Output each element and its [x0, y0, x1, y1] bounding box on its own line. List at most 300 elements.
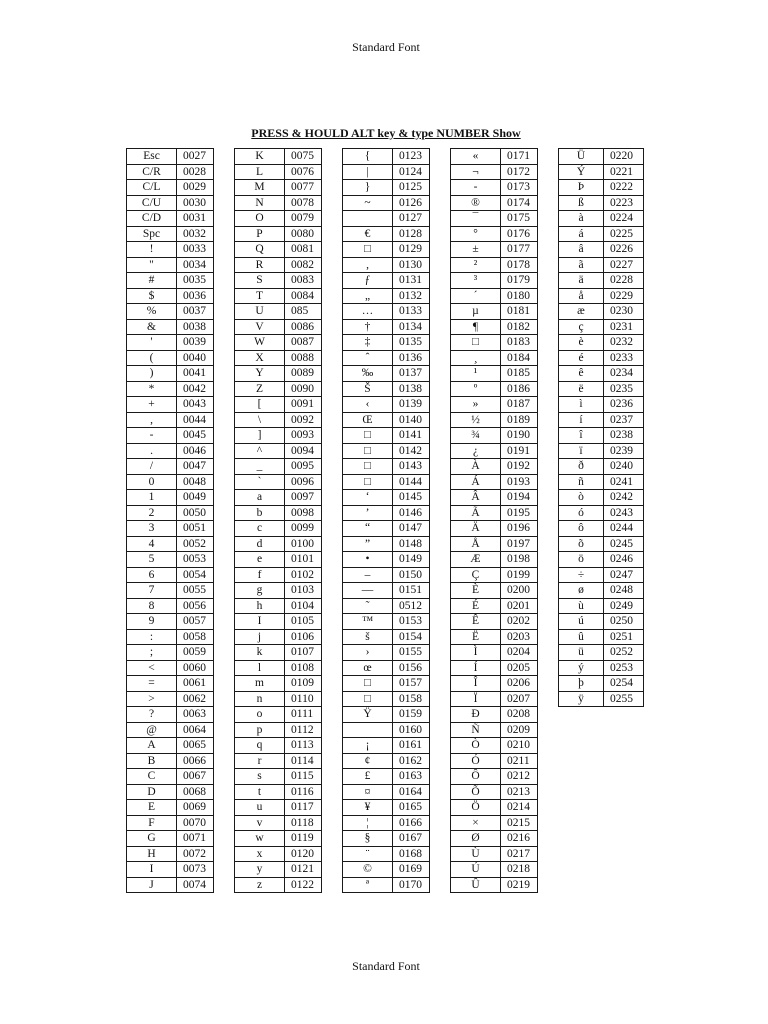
alt-code-cell: 0175 — [501, 211, 538, 227]
character-cell: E — [127, 800, 177, 816]
character-cell: á — [559, 226, 604, 242]
alt-code-table-3 — [342, 148, 430, 893]
alt-code-cell: 0211 — [501, 753, 538, 769]
alt-code-cell: 0100 — [285, 536, 322, 552]
alt-code-cell: 0097 — [285, 490, 322, 506]
alt-code-cell: 0117 — [285, 800, 322, 816]
alt-code-cell: 0133 — [393, 304, 430, 320]
alt-code-cell: 0178 — [501, 257, 538, 273]
table-row — [235, 583, 322, 599]
character-cell: ü — [559, 645, 604, 661]
alt-code-cell: 0082 — [285, 257, 322, 273]
alt-code-cell: 0142 — [393, 443, 430, 459]
character-cell: õ — [559, 536, 604, 552]
table-row — [235, 459, 322, 475]
character-cell: d — [235, 536, 285, 552]
alt-code-cell: 0114 — [285, 753, 322, 769]
character-cell: ^ — [235, 443, 285, 459]
character-cell: … — [343, 304, 393, 320]
alt-code-cell: 0231 — [604, 319, 644, 335]
table-row — [127, 474, 214, 490]
table-row — [451, 149, 538, 165]
table-row — [559, 629, 644, 645]
character-cell: ´ — [451, 288, 501, 304]
alt-code-cell: 0194 — [501, 490, 538, 506]
table-row — [451, 815, 538, 831]
table-row — [451, 784, 538, 800]
character-cell: ~ — [343, 195, 393, 211]
character-cell: A — [127, 738, 177, 754]
character-cell: ÷ — [559, 567, 604, 583]
character-cell: ² — [451, 257, 501, 273]
alt-code-cell: 0074 — [177, 877, 214, 893]
table-row — [235, 552, 322, 568]
alt-code-cell: 0049 — [177, 490, 214, 506]
character-cell: ¾ — [451, 428, 501, 444]
alt-code-cell: 0234 — [604, 366, 644, 382]
table-row — [235, 381, 322, 397]
character-cell: m — [235, 676, 285, 692]
character-cell: ˆ — [343, 350, 393, 366]
character-cell: ë — [559, 381, 604, 397]
character-cell: k — [235, 645, 285, 661]
character-cell: c — [235, 521, 285, 537]
table-row — [451, 350, 538, 366]
table-row — [451, 846, 538, 862]
table-row — [127, 149, 214, 165]
alt-code-cell: 0144 — [393, 474, 430, 490]
table-row — [559, 226, 644, 242]
character-cell: O — [235, 211, 285, 227]
character-cell: ' — [127, 335, 177, 351]
table-row — [127, 521, 214, 537]
table-row — [127, 629, 214, 645]
alt-code-cell: 0059 — [177, 645, 214, 661]
table-row — [343, 800, 430, 816]
alt-code-cell: 0198 — [501, 552, 538, 568]
alt-code-cell: 0227 — [604, 257, 644, 273]
table-row — [559, 474, 644, 490]
table-row — [343, 769, 430, 785]
character-cell: Esc — [127, 149, 177, 165]
character-cell: ð — [559, 459, 604, 475]
table-row — [127, 335, 214, 351]
character-cell: Ì — [451, 645, 501, 661]
alt-code-cell: 0079 — [285, 211, 322, 227]
alt-code-cell: 0040 — [177, 350, 214, 366]
table-row — [451, 800, 538, 816]
character-cell: j — [235, 629, 285, 645]
alt-code-cell: 0245 — [604, 536, 644, 552]
character-cell: Ä — [451, 521, 501, 537]
table-row — [451, 521, 538, 537]
alt-code-cell: 0249 — [604, 598, 644, 614]
table-row — [451, 474, 538, 490]
table-row — [127, 784, 214, 800]
character-cell: J — [127, 877, 177, 893]
table-row — [127, 459, 214, 475]
table-row — [127, 397, 214, 413]
alt-code-cell: 0241 — [604, 474, 644, 490]
alt-code-cell: 0047 — [177, 459, 214, 475]
character-cell: ¤ — [343, 784, 393, 800]
character-cell: ° — [451, 226, 501, 242]
character-cell: î — [559, 428, 604, 444]
alt-code-cell: 0118 — [285, 815, 322, 831]
character-cell: % — [127, 304, 177, 320]
table-row — [235, 660, 322, 676]
character-cell: ¦ — [343, 815, 393, 831]
table-row — [127, 753, 214, 769]
alt-code-cell: 0206 — [501, 676, 538, 692]
alt-code-cell: 0161 — [393, 738, 430, 754]
alt-code-cell: 0210 — [501, 738, 538, 754]
character-cell: I — [235, 614, 285, 630]
table-row — [127, 769, 214, 785]
alt-code-cell: 0223 — [604, 195, 644, 211]
table-row — [559, 288, 644, 304]
alt-code-cell: 0056 — [177, 598, 214, 614]
character-cell: w — [235, 831, 285, 847]
table-row — [343, 583, 430, 599]
character-cell: □ — [343, 676, 393, 692]
alt-code-cell: 0191 — [501, 443, 538, 459]
table-row — [559, 273, 644, 289]
character-cell: b — [235, 505, 285, 521]
character-cell: z — [235, 877, 285, 893]
alt-code-cell: 0187 — [501, 397, 538, 413]
character-cell: € — [343, 226, 393, 242]
alt-code-cell: 0070 — [177, 815, 214, 831]
alt-code-cell: 0146 — [393, 505, 430, 521]
table-row — [343, 598, 430, 614]
alt-code-cell: 0190 — [501, 428, 538, 444]
table-row — [451, 567, 538, 583]
character-cell: W — [235, 335, 285, 351]
character-cell: à — [559, 211, 604, 227]
character-cell: ¸ — [451, 350, 501, 366]
alt-code-cell: 0229 — [604, 288, 644, 304]
character-cell: ` — [235, 474, 285, 490]
character-cell: o — [235, 707, 285, 723]
alt-code-cell: 0156 — [393, 660, 430, 676]
alt-code-cell: 0113 — [285, 738, 322, 754]
character-cell: x — [235, 846, 285, 862]
table-row — [343, 753, 430, 769]
alt-code-cell: 0034 — [177, 257, 214, 273]
alt-code-cell: 0138 — [393, 381, 430, 397]
character-cell: Ò — [451, 738, 501, 754]
character-cell: Ý — [559, 164, 604, 180]
character-cell: C — [127, 769, 177, 785]
alt-code-cell: 0098 — [285, 505, 322, 521]
alt-code-cell: 0147 — [393, 521, 430, 537]
alt-code-cell: 0230 — [604, 304, 644, 320]
character-cell: L — [235, 164, 285, 180]
character-cell: Œ — [343, 412, 393, 428]
alt-code-cell: 0141 — [393, 428, 430, 444]
alt-code-cell: 0163 — [393, 769, 430, 785]
alt-code-cell: 0088 — [285, 350, 322, 366]
character-cell: U — [235, 304, 285, 320]
table-row — [235, 428, 322, 444]
character-cell: › — [343, 645, 393, 661]
table-row — [235, 784, 322, 800]
character-cell: ¡ — [343, 738, 393, 754]
alt-code-cell: 0219 — [501, 877, 538, 893]
alt-code-cell: 0057 — [177, 614, 214, 630]
table-row — [235, 738, 322, 754]
alt-code-cell: 0184 — [501, 350, 538, 366]
character-cell: _ — [235, 459, 285, 475]
alt-code-cell: 0075 — [285, 149, 322, 165]
table-row — [343, 552, 430, 568]
alt-code-cell: 0089 — [285, 366, 322, 382]
alt-code-cell: 0224 — [604, 211, 644, 227]
table-row — [235, 226, 322, 242]
alt-code-cell: 0180 — [501, 288, 538, 304]
character-cell: " — [127, 257, 177, 273]
character-cell: Ù — [451, 846, 501, 862]
alt-code-cell: 0167 — [393, 831, 430, 847]
alt-code-cell: 0208 — [501, 707, 538, 723]
table-row — [451, 722, 538, 738]
table-row — [559, 319, 644, 335]
table-row — [343, 676, 430, 692]
alt-code-cell: 0221 — [604, 164, 644, 180]
table-row — [235, 877, 322, 893]
table-row — [235, 846, 322, 862]
character-cell: ‡ — [343, 335, 393, 351]
table-row — [559, 552, 644, 568]
table-row — [559, 536, 644, 552]
character-cell: Î — [451, 676, 501, 692]
alt-code-cell: 0037 — [177, 304, 214, 320]
character-cell: □ — [343, 428, 393, 444]
alt-code-cell: 0205 — [501, 660, 538, 676]
table-row — [127, 583, 214, 599]
character-cell: Ï — [451, 691, 501, 707]
alt-code-cell: 0237 — [604, 412, 644, 428]
table-row — [235, 598, 322, 614]
alt-code-cell: 0086 — [285, 319, 322, 335]
character-cell: 9 — [127, 614, 177, 630]
alt-code-cell: 0067 — [177, 769, 214, 785]
character-cell: 6 — [127, 567, 177, 583]
alt-code-cell: 0242 — [604, 490, 644, 506]
alt-code-cell: 0048 — [177, 474, 214, 490]
table-row — [559, 164, 644, 180]
table-row — [235, 397, 322, 413]
character-cell: Å — [451, 536, 501, 552]
character-cell: 1 — [127, 490, 177, 506]
character-cell: y — [235, 862, 285, 878]
alt-code-cell: 0094 — [285, 443, 322, 459]
table-row — [127, 660, 214, 676]
table-row — [235, 180, 322, 196]
character-cell: « — [451, 149, 501, 165]
alt-code-cell: 0055 — [177, 583, 214, 599]
alt-code-cell: 0130 — [393, 257, 430, 273]
table-row — [343, 350, 430, 366]
alt-code-cell: 0216 — [501, 831, 538, 847]
character-cell: r — [235, 753, 285, 769]
table-row — [559, 304, 644, 320]
table-row — [343, 428, 430, 444]
table-row — [127, 273, 214, 289]
alt-code-cell: 0218 — [501, 862, 538, 878]
character-cell: â — [559, 242, 604, 258]
alt-code-cell: 085 — [285, 304, 322, 320]
table-row — [559, 490, 644, 506]
character-cell: £ — [343, 769, 393, 785]
character-cell: Ñ — [451, 722, 501, 738]
character-cell: Æ — [451, 552, 501, 568]
alt-code-cell: 0033 — [177, 242, 214, 258]
table-row — [235, 350, 322, 366]
table-row — [451, 598, 538, 614]
alt-code-cell: 0228 — [604, 273, 644, 289]
character-cell: 8 — [127, 598, 177, 614]
character-cell: □ — [343, 691, 393, 707]
alt-code-cell: 0139 — [393, 397, 430, 413]
character-cell: - — [127, 428, 177, 444]
character-cell: í — [559, 412, 604, 428]
table-row — [235, 614, 322, 630]
character-cell: R — [235, 257, 285, 273]
table-row — [559, 412, 644, 428]
table-row — [343, 831, 430, 847]
table-row — [343, 257, 430, 273]
character-cell: / — [127, 459, 177, 475]
character-cell — [343, 211, 393, 227]
character-cell: q — [235, 738, 285, 754]
table-row — [235, 288, 322, 304]
alt-code-cell: 0099 — [285, 521, 322, 537]
table-row — [451, 490, 538, 506]
character-cell: ¹ — [451, 366, 501, 382]
character-cell: 4 — [127, 536, 177, 552]
table-row — [343, 273, 430, 289]
alt-code-cell: 0080 — [285, 226, 322, 242]
alt-code-cell: 0192 — [501, 459, 538, 475]
table-row — [235, 536, 322, 552]
alt-code-cell: 0158 — [393, 691, 430, 707]
alt-code-cell: 0083 — [285, 273, 322, 289]
alt-code-cell: 0214 — [501, 800, 538, 816]
alt-code-cell: 0121 — [285, 862, 322, 878]
table-row — [451, 614, 538, 630]
character-cell: ñ — [559, 474, 604, 490]
table-row — [343, 862, 430, 878]
character-cell: ù — [559, 598, 604, 614]
character-cell: ¶ — [451, 319, 501, 335]
alt-code-cell: 0179 — [501, 273, 538, 289]
table-row — [451, 195, 538, 211]
table-row — [343, 784, 430, 800]
alt-code-cell: 0031 — [177, 211, 214, 227]
table-row — [127, 443, 214, 459]
table-row — [127, 846, 214, 862]
character-cell: Y — [235, 366, 285, 382]
alt-code-cell: 0077 — [285, 180, 322, 196]
alt-code-cell: 0217 — [501, 846, 538, 862]
alt-code-cell: 0127 — [393, 211, 430, 227]
alt-code-cell: 0126 — [393, 195, 430, 211]
character-cell: □ — [343, 242, 393, 258]
table-row — [559, 521, 644, 537]
alt-code-cell: 0225 — [604, 226, 644, 242]
table-row — [451, 428, 538, 444]
character-cell: Ã — [451, 505, 501, 521]
alt-code-cell: 0173 — [501, 180, 538, 196]
table-row — [343, 691, 430, 707]
table-row — [235, 319, 322, 335]
table-row — [235, 707, 322, 723]
alt-code-cell: 0076 — [285, 164, 322, 180]
alt-code-cell: 0247 — [604, 567, 644, 583]
alt-code-cell: 0124 — [393, 164, 430, 180]
table-row — [127, 738, 214, 754]
alt-code-cell: 0209 — [501, 722, 538, 738]
character-cell: t — [235, 784, 285, 800]
character-cell: □ — [451, 335, 501, 351]
character-cell: 0 — [127, 474, 177, 490]
character-cell: × — [451, 815, 501, 831]
table-row — [559, 614, 644, 630]
alt-code-cell: 0212 — [501, 769, 538, 785]
table-row — [451, 335, 538, 351]
table-row — [451, 257, 538, 273]
character-cell: * — [127, 381, 177, 397]
character-cell: . — [127, 443, 177, 459]
table-row — [343, 660, 430, 676]
table-row — [559, 195, 644, 211]
table-row — [127, 195, 214, 211]
table-row — [127, 412, 214, 428]
character-cell: + — [127, 397, 177, 413]
alt-code-cell: 0203 — [501, 629, 538, 645]
table-row — [127, 707, 214, 723]
alt-code-cell: 0204 — [501, 645, 538, 661]
character-cell: ; — [127, 645, 177, 661]
alt-code-cell: 0061 — [177, 676, 214, 692]
character-cell: ¯ — [451, 211, 501, 227]
alt-code-cell: 0104 — [285, 598, 322, 614]
table-row — [559, 428, 644, 444]
table-row — [343, 614, 430, 630]
character-cell: { — [343, 149, 393, 165]
alt-code-cell: 0164 — [393, 784, 430, 800]
character-cell: Ü — [559, 149, 604, 165]
character-cell: ‘ — [343, 490, 393, 506]
alt-code-cell: 0215 — [501, 815, 538, 831]
alt-code-cell: 0207 — [501, 691, 538, 707]
alt-code-cell: 0122 — [285, 877, 322, 893]
alt-code-cell: 0053 — [177, 552, 214, 568]
character-cell: È — [451, 583, 501, 599]
character-cell: M — [235, 180, 285, 196]
table-row — [343, 877, 430, 893]
table-row — [235, 335, 322, 351]
character-cell: C/U — [127, 195, 177, 211]
table-row — [235, 505, 322, 521]
alt-code-cell: 0084 — [285, 288, 322, 304]
alt-code-table-5 — [558, 148, 644, 707]
alt-code-cell: 0153 — [393, 614, 430, 630]
alt-code-cell: 0154 — [393, 629, 430, 645]
alt-code-cell: 0029 — [177, 180, 214, 196]
